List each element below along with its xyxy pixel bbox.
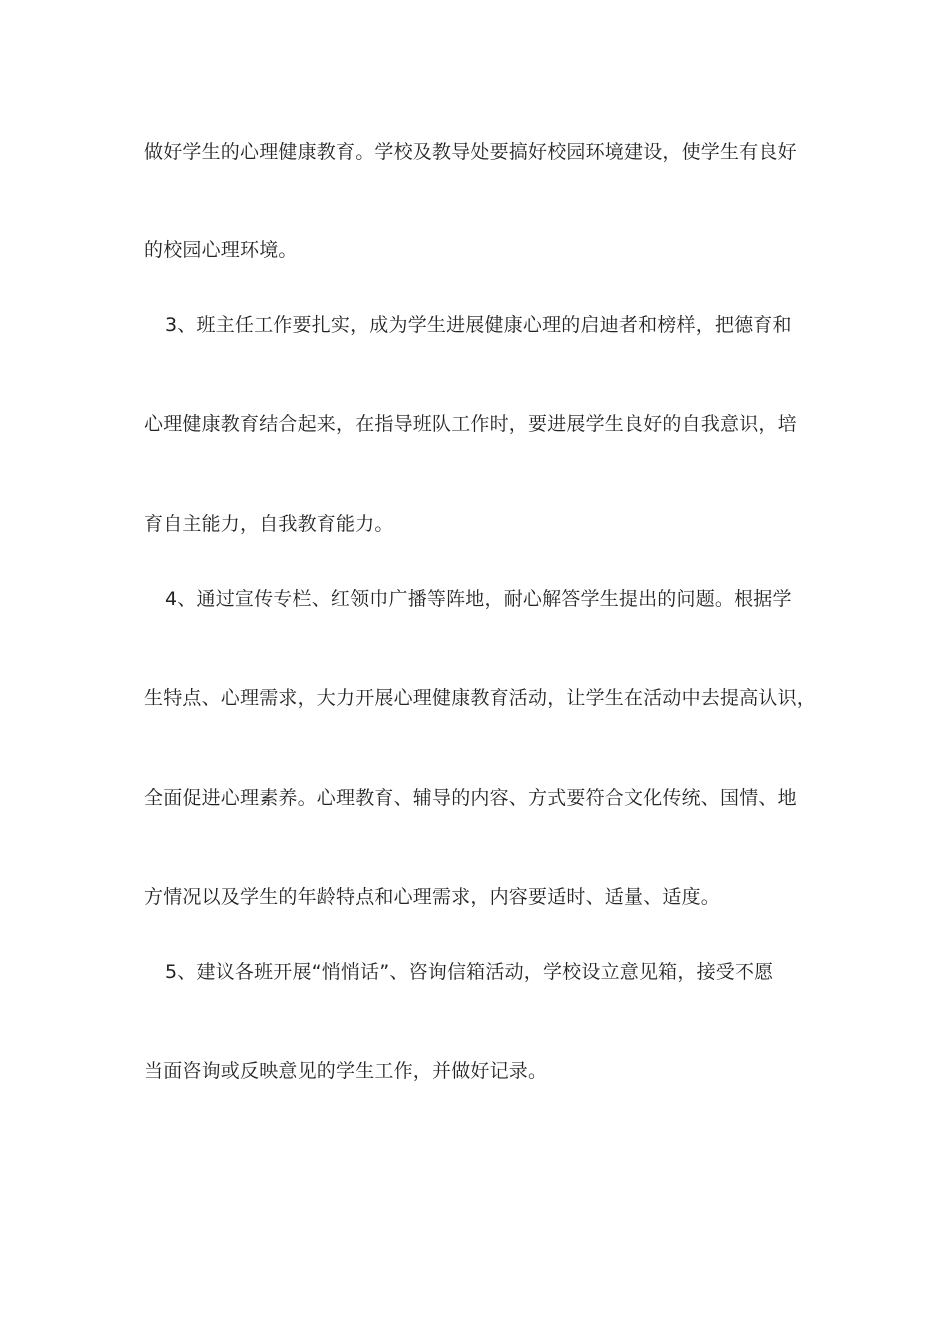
paragraph-line: 4、通过宣传专栏、红领巾广播等阵地，耐心解答学生提出的问题。根据学 <box>165 588 792 610</box>
paragraph-line: 的校园心理环境。 <box>144 239 298 261</box>
paragraph-line: 心理健康教育结合起来，在指导班队工作时，要进展学生良好的自我意识，培 <box>144 413 797 435</box>
paragraph-line: 做好学生的心理健康教育。学校及教导处要搞好校园环境建设，使学生有良好 <box>144 141 797 163</box>
paragraph-line: 方情况以及学生的年龄特点和心理需求，内容要适时、适量、适度。 <box>144 886 721 908</box>
paragraph-line: 3、班主任工作要扎实，成为学生进展健康心理的启迪者和榜样，把德育和 <box>165 314 792 336</box>
paragraph-line: 5、建议各班开展“悄悄话”、咨询信箱活动，学校设立意见箱，接受不愿 <box>165 961 774 983</box>
paragraph-line: 全面促进心理素养。心理教育、辅导的内容、方式要符合文化传统、国情、地 <box>144 787 797 809</box>
paragraph-line: 当面咨询或反映意见的学生工作，并做好记录。 <box>144 1060 548 1082</box>
paragraph-line: 育自主能力，自我教育能力。 <box>144 513 394 535</box>
paragraph-line: 生特点、心理需求，大力开展心理健康教育活动，让学生在活动中去提高认识， <box>144 687 817 709</box>
